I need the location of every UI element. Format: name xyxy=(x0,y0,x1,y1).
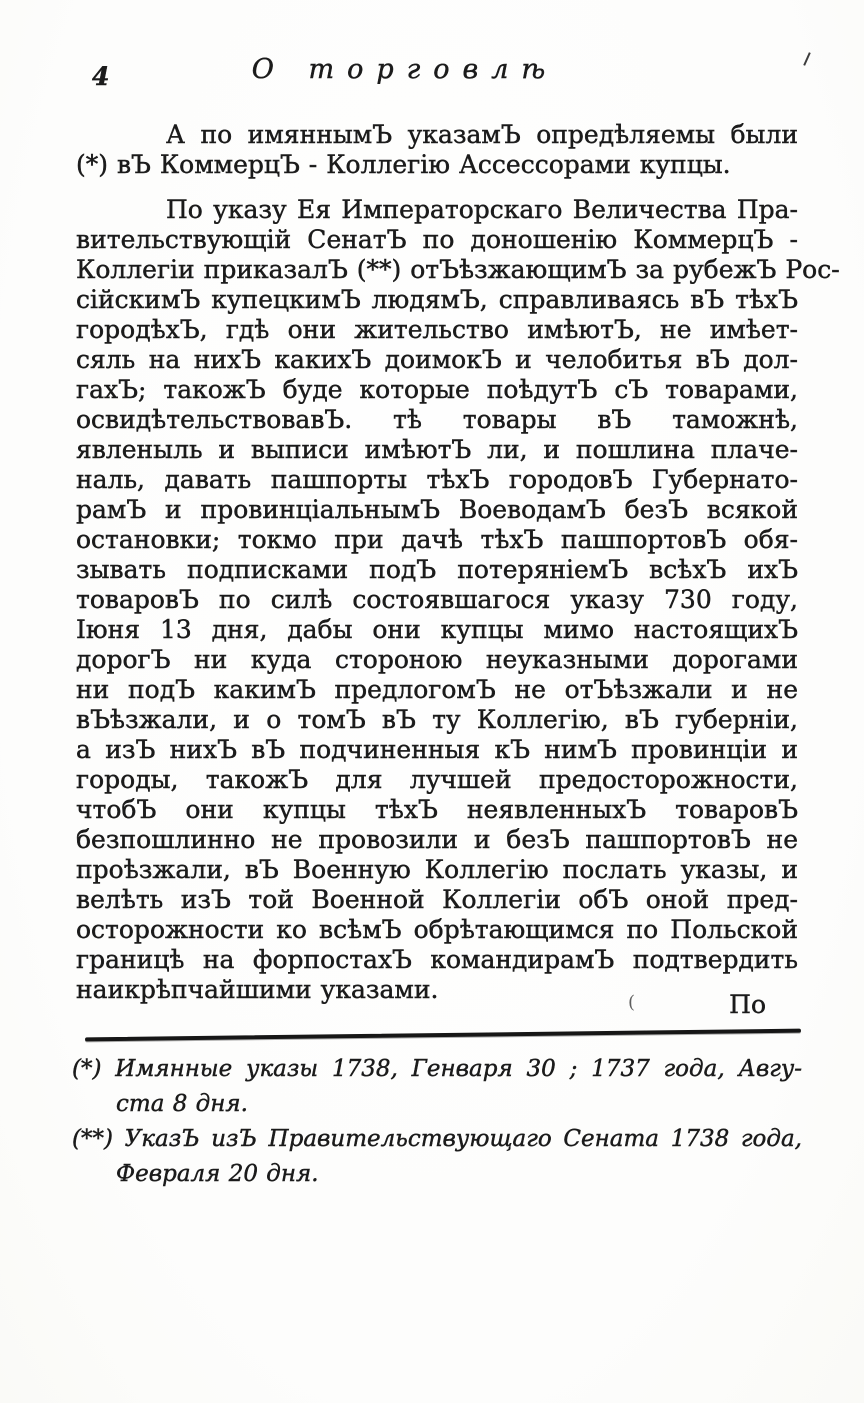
scan-speckle-mark: ( xyxy=(628,992,636,1013)
body-line: (*) вЪ КоммерцЪ - Коллегію Ассессорами купцы. xyxy=(76,150,731,179)
footnote-line: Февраля 20 дня. xyxy=(116,1161,319,1187)
body-line: вительствующій СенатЪ по доношенію КоммерцЪ - xyxy=(76,225,798,254)
footnotes xyxy=(72,1052,802,1192)
body-text xyxy=(76,120,840,1005)
scan-speckle-icon xyxy=(803,52,811,66)
body-line: безпошлинно не провозили и безЪ пашпортовЪ не xyxy=(76,825,798,854)
body-line: зывать подписками подЪ потеряніемЪ всѣхЪ ихЪ xyxy=(76,555,798,584)
page-number: 4 xyxy=(92,62,110,91)
catchword: По xyxy=(729,990,766,1019)
body-line: велѣть изЪ той Военной Коллегіи обЪ оной пред- xyxy=(76,885,798,914)
body-line: рамЪ и провинціальнымЪ ВоеводамЪ безЪ всякой xyxy=(76,495,798,524)
body-line: проѣзжали, вЪ Военную Коллегію послать указы, и xyxy=(76,855,798,884)
body-line: а изЪ нихЪ вЪ подчиненныя кЪ нимЪ провинціи и xyxy=(76,735,798,764)
body-line: границѣ на форпостахЪ командирамЪ подтвердить xyxy=(76,945,798,974)
body-line: Іюня 13 дня, дабы они купцы мимо настоящихЪ xyxy=(76,615,798,644)
body-line: остановки; токмо при дачѣ тѣхЪ пашпортовЪ обя- xyxy=(76,525,798,554)
body-line: товаровЪ по силѣ состоявшагося указу 730 году, xyxy=(76,585,798,614)
body-line: вЪѣзжали, и о томЪ вЪ ту Коллегію, вЪ губерніи, xyxy=(76,705,798,734)
body-line: По указу Ея Императорскаго Величества Пра- xyxy=(166,195,798,224)
body-line: городѣхЪ, гдѣ они жительство имѣютЪ, не имѣет- xyxy=(76,315,798,344)
footnote-line: (*) Имянные указы 1738, Генваря 30 ; 1737 года, Авгу- xyxy=(72,1056,802,1082)
running-header: О торговлѣ xyxy=(251,54,559,85)
body-line: дорогЪ ни куда стороною неуказными дорогами xyxy=(76,645,798,674)
body-line: чтобЪ они купцы тѣхЪ неявленныхЪ товаровЪ xyxy=(76,795,798,824)
body-line: ни подЪ какимЪ предлогомЪ не отЪѣзжали и не xyxy=(76,675,798,704)
body-line: сійскимЪ купецкимЪ людямЪ, справливаясь вЪ тѣхЪ xyxy=(76,285,798,314)
footnote-line: ста 8 дня. xyxy=(116,1091,248,1117)
footnote-line: (**) УказЪ изЪ Правительствующаго Сената 1738 года, xyxy=(72,1126,802,1152)
body-line: гахЪ; такожЪ буде которые поѣдутЪ сЪ товарами, xyxy=(76,375,798,404)
body-line: осторожности ко всѣмЪ обрѣтающимся по Польской xyxy=(76,915,798,944)
body-line: освидѣтельствовавЪ. тѣ товары вЪ таможнѣ, xyxy=(76,405,798,434)
body-line: Коллегіи приказалЪ (**) отЪѣзжающимЪ за рубежЪ Рос- xyxy=(76,255,840,284)
body-line: городы, такожЪ для лучшей предосторожности, xyxy=(76,765,798,794)
body-line: явленыль и выписи имѣютЪ ли, и пошлина плаче- xyxy=(76,435,798,464)
footnote-separator-rule xyxy=(85,1029,801,1042)
body-line: сяль на нихЪ какихЪ доимокЪ и челобитья вЪ дол- xyxy=(76,345,798,374)
body-line: А по имяннымЪ указамЪ опредѣляемы были xyxy=(166,120,798,149)
body-line: наль, давать пашпорты тѣхЪ городовЪ Губернато- xyxy=(76,465,798,494)
body-line: наикрѣпчайшими указами. xyxy=(76,975,439,1004)
